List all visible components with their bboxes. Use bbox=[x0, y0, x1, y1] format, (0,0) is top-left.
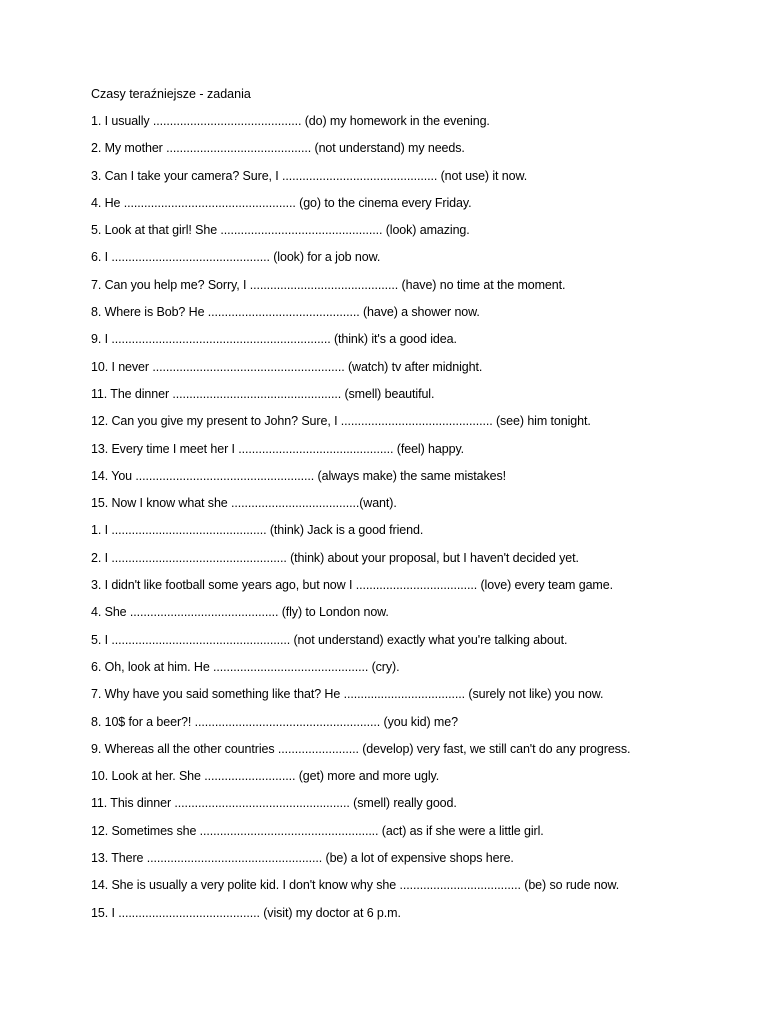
exercise-line: 13. Every time I meet her I .............................................. (feel) happy. bbox=[91, 441, 465, 456]
exercise-line: 13. There .................................................... (be) a lot of expensive shops here. bbox=[91, 851, 514, 866]
exercise-line: 15. I .......................................... (visit) my doctor at 6 p.m. bbox=[91, 905, 401, 920]
exercise-line: 14. She is usually a very polite kid. I don't know why she .................................... (be) so rude now. bbox=[91, 878, 620, 893]
exercise-line: 5. Look at that girl! She ................................................ (look) amazing. bbox=[91, 223, 470, 238]
exercise-line: 1. I .............................................. (think) Jack is a good friend. bbox=[91, 523, 424, 538]
exercise-line: 8. 10$ for a beer?! ....................................................... (you kid) me? bbox=[91, 714, 458, 729]
exercise-line: 3. Can I take your camera? Sure, I .............................................. (not use) it now. bbox=[91, 168, 528, 183]
exercise-line: 2. I .................................................... (think) about your proposal, but I haven't decided yet. bbox=[91, 550, 579, 565]
exercise-line: 15. Now I know what she ......................................(want). bbox=[91, 496, 397, 511]
document-title: Czasy teraźniejsze - zadania bbox=[91, 87, 251, 101]
exercise-line: 12. Sometimes she ..................................................... (act) as if she were a little girl. bbox=[91, 823, 544, 838]
exercise-line: 8. Where is Bob? He ............................................. (have) a shower now. bbox=[91, 305, 480, 320]
exercise-line: 4. She ............................................ (fly) to London now. bbox=[91, 605, 389, 620]
exercise-list bbox=[91, 113, 761, 932]
exercise-line: 4. He ................................................... (go) to the cinema every Friday. bbox=[91, 195, 472, 210]
exercise-line: 9. I ................................................................. (think) it's a good idea. bbox=[91, 332, 457, 347]
exercise-line: 7. Why have you said something like that? He .................................... (surely not like) you now. bbox=[91, 687, 604, 702]
exercise-line: 2. My mother ........................................... (not understand) my needs. bbox=[91, 141, 465, 156]
exercise-line: 11. The dinner .................................................. (smell) beautiful. bbox=[91, 386, 435, 401]
exercise-line: 9. Whereas all the other countries ........................ (develop) very fast, we still can't do any progress. bbox=[91, 741, 631, 756]
exercise-line: 1. I usually ............................................ (do) my homework in the evening. bbox=[91, 114, 490, 128]
exercise-line: 11. This dinner .................................................... (smell) really good. bbox=[91, 796, 457, 811]
exercise-line: 6. I ............................................... (look) for a job now. bbox=[91, 250, 381, 265]
exercise-line: 12. Can you give my present to John? Sure, I ............................................. (see) him tonight. bbox=[91, 414, 591, 429]
exercise-line: 7. Can you help me? Sorry, I ............................................ (have) no time at the moment. bbox=[91, 277, 566, 292]
exercise-line: 6. Oh, look at him. He .............................................. (cry). bbox=[91, 659, 400, 674]
exercise-line: 10. I never ......................................................... (watch) tv after midnight. bbox=[91, 359, 483, 374]
exercise-line: 10. Look at her. She ........................... (get) more and more ugly. bbox=[91, 769, 440, 784]
exercise-line: 3. I didn't like football some years ago, but now I .................................... (love) every team game. bbox=[91, 578, 613, 593]
exercise-line: 14. You ..................................................... (always make) the same mistakes! bbox=[91, 468, 507, 483]
exercise-line: 5. I ..................................................... (not understand) exactly what you're talking about. bbox=[91, 632, 568, 647]
